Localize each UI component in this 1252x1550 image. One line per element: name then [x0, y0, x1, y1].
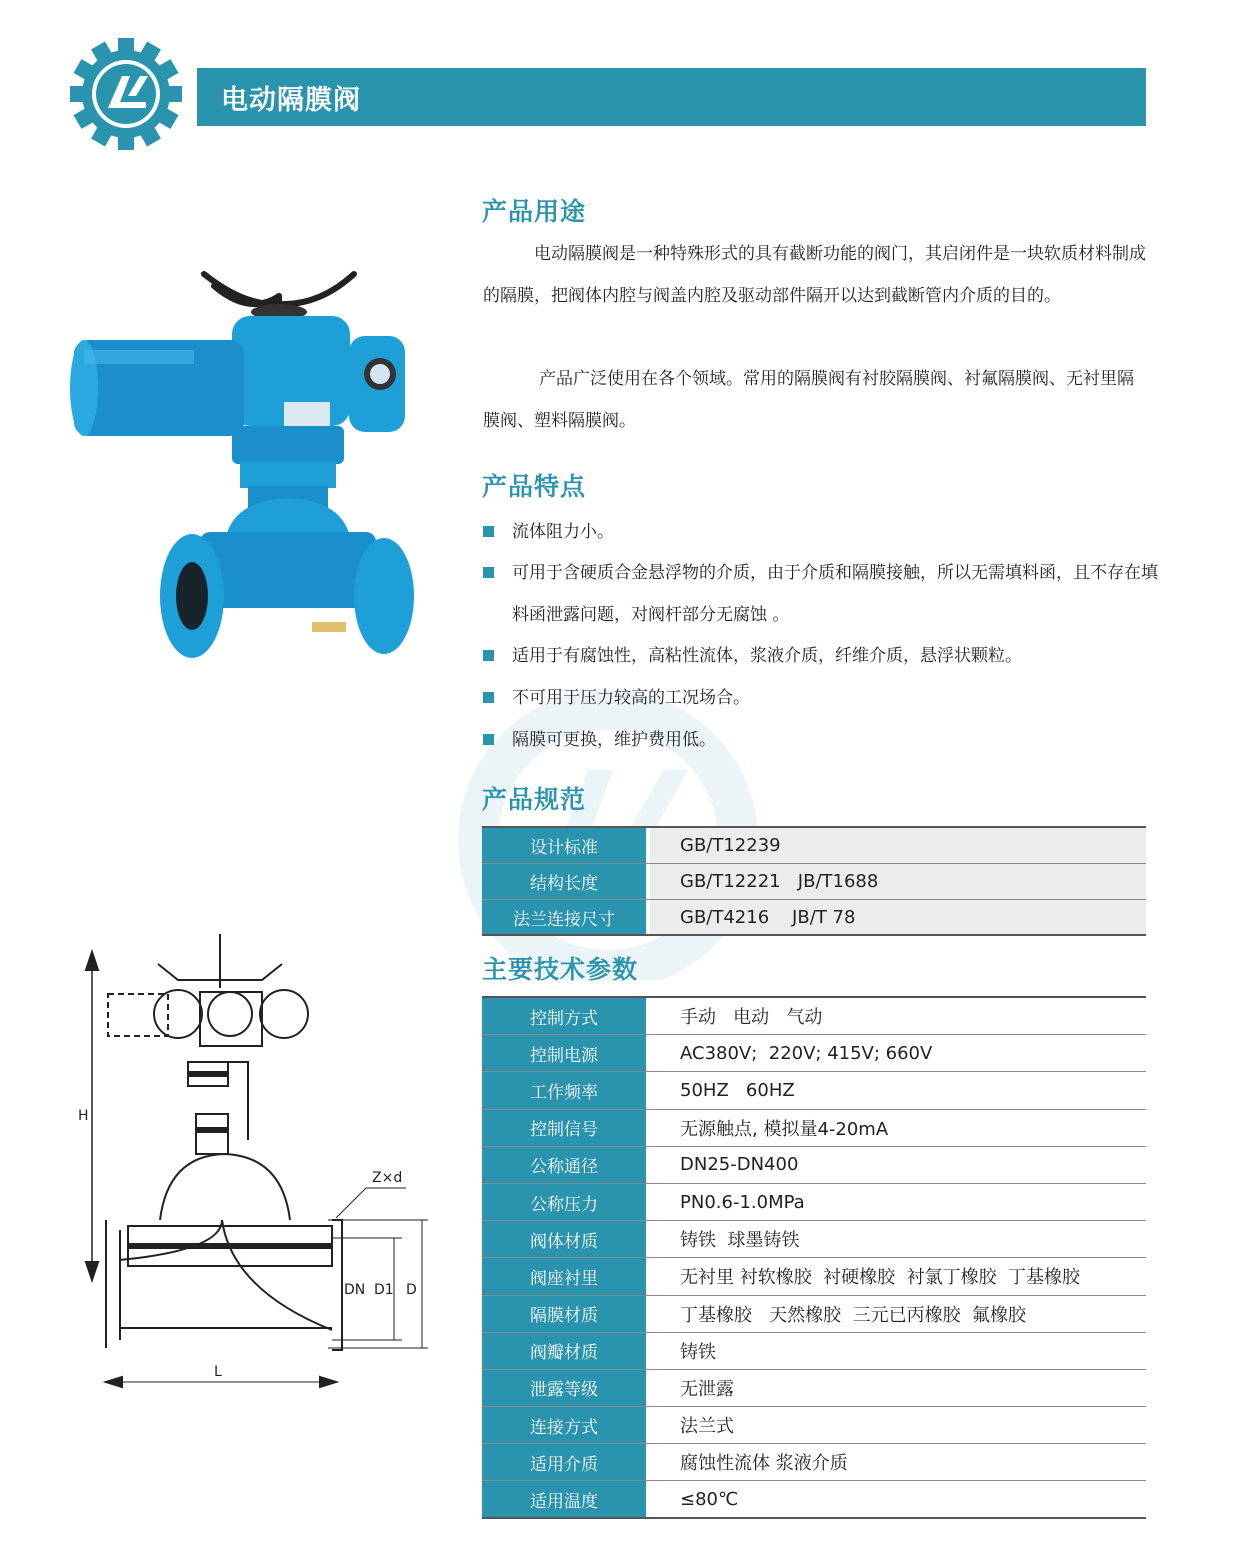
row-value: GB/T12221 JB/T1688	[650, 864, 1146, 899]
row-label: 法兰连接尺寸	[482, 900, 650, 934]
row-value: DN25-DN400	[650, 1147, 1146, 1183]
row-value: 无泄露	[650, 1370, 1146, 1406]
page-title: 电动隔膜阀	[221, 85, 361, 116]
row-label: 阀瓣材质	[482, 1333, 650, 1369]
row-label: 隔膜材质	[482, 1296, 650, 1332]
row-value: GB/T4216 JB/T 78	[650, 900, 1146, 934]
row-label: 设计标准	[482, 828, 650, 863]
row-value: 铸铁	[650, 1333, 1146, 1369]
row-value: PN0.6-1.0MPa	[650, 1184, 1146, 1220]
bullet-square-icon	[483, 650, 494, 661]
specs-table	[482, 826, 1146, 936]
row-value: 手动 电动 气动	[650, 998, 1146, 1034]
row-value: 法兰式	[650, 1407, 1146, 1443]
bullet-square-icon	[483, 567, 494, 578]
dimension-diagram	[72, 930, 444, 1400]
feature-item: 可用于含硬质合金悬浮物的介质，由于介质和隔膜接触，所以无需填料函，且不存在填料函泄露问题，对阀杆部分无腐蚀 。	[483, 552, 1163, 636]
table-row	[482, 1110, 1146, 1147]
row-label: 公称通径	[482, 1147, 650, 1183]
row-value: 铸铁 球墨铸铁	[650, 1221, 1146, 1257]
table-row	[482, 1184, 1146, 1221]
table-row	[482, 828, 1146, 864]
table-row	[482, 1407, 1146, 1444]
bullet-square-icon	[483, 692, 494, 703]
feature-item: 流体阻力小。	[483, 511, 1163, 553]
row-value: ≤80℃	[650, 1481, 1146, 1516]
bullet-square-icon	[483, 734, 494, 745]
feature-item: 适用于有腐蚀性，高粘性流体，浆液介质，纤维介质，悬浮状颗粒。	[483, 635, 1163, 677]
row-value: GB/T12239	[650, 828, 1146, 863]
product-image	[64, 266, 414, 662]
row-value: 无衬里 衬软橡胶 衬硬橡胶 衬氯丁橡胶 丁基橡胶	[650, 1258, 1146, 1294]
row-value: 无源触点, 模拟量4-20mA	[650, 1110, 1146, 1146]
row-label: 公称压力	[482, 1184, 650, 1220]
specs-heading: 产品规范	[482, 785, 587, 814]
diagram-label-d: D	[406, 1282, 417, 1298]
bullet-square-icon	[483, 526, 494, 537]
row-label: 连接方式	[482, 1407, 650, 1443]
table-row	[482, 1258, 1146, 1295]
table-row	[482, 1333, 1146, 1370]
table-row	[482, 900, 1146, 936]
table-row	[482, 998, 1146, 1035]
row-label: 工作频率	[482, 1072, 650, 1108]
diagram-label-dn: DN	[344, 1282, 366, 1298]
table-row	[482, 1296, 1146, 1333]
row-label: 阀体材质	[482, 1221, 650, 1257]
title-bar	[197, 68, 1146, 126]
table-row	[482, 864, 1146, 900]
row-value: 丁基橡胶 天然橡胶 三元已丙橡胶 氟橡胶	[650, 1296, 1146, 1332]
table-row	[482, 1370, 1146, 1407]
company-logo	[70, 38, 182, 150]
table-row	[482, 1481, 1146, 1518]
table-row	[482, 1035, 1146, 1072]
feature-item: 隔膜可更换，维护费用低。	[483, 719, 1163, 761]
row-value: 50HZ 60HZ	[650, 1072, 1146, 1108]
row-label: 适用介质	[482, 1444, 650, 1480]
params-heading: 主要技术参数	[482, 955, 639, 984]
diagram-label-zd: Z×d	[372, 1170, 403, 1186]
table-row	[482, 1147, 1146, 1184]
usage-paragraph-1: 电动隔膜阀是一种特殊形式的具有截断功能的阀门，其启闭件是一块软质材料制成的隔膜，把阀体内腔与阀盖内腔及驱动部件隔开以达到截断管内介质的目的。	[483, 244, 1146, 306]
row-label: 结构长度	[482, 864, 650, 899]
feature-item: 不可用于压力较高的工况场合。	[483, 677, 1163, 719]
row-label: 控制电源	[482, 1035, 650, 1071]
row-label: 控制信号	[482, 1110, 650, 1146]
table-row	[482, 1444, 1146, 1481]
table-row	[482, 1221, 1146, 1258]
row-label: 控制方式	[482, 998, 650, 1034]
params-table	[482, 996, 1146, 1519]
diagram-label-h: H	[78, 1108, 89, 1124]
diagram-label-d1: D1	[374, 1282, 394, 1298]
row-label: 泄露等级	[482, 1370, 650, 1406]
row-label: 适用温度	[482, 1481, 650, 1516]
table-row	[482, 1072, 1146, 1109]
row-value: 腐蚀性流体 浆液介质	[650, 1444, 1146, 1480]
usage-heading: 产品用途	[482, 197, 587, 226]
usage-paragraph-2: 产品广泛使用在各个领域。常用的隔膜阀有衬胶隔膜阀、衬氟隔膜阀、无衬里隔膜阀、塑料隔膜阀。	[483, 369, 1134, 431]
row-label: 阀座衬里	[482, 1258, 650, 1294]
row-value: AC380V; 220V; 415V; 660V	[650, 1035, 1146, 1071]
features-heading: 产品特点	[482, 472, 587, 501]
diagram-label-l: L	[214, 1364, 222, 1380]
